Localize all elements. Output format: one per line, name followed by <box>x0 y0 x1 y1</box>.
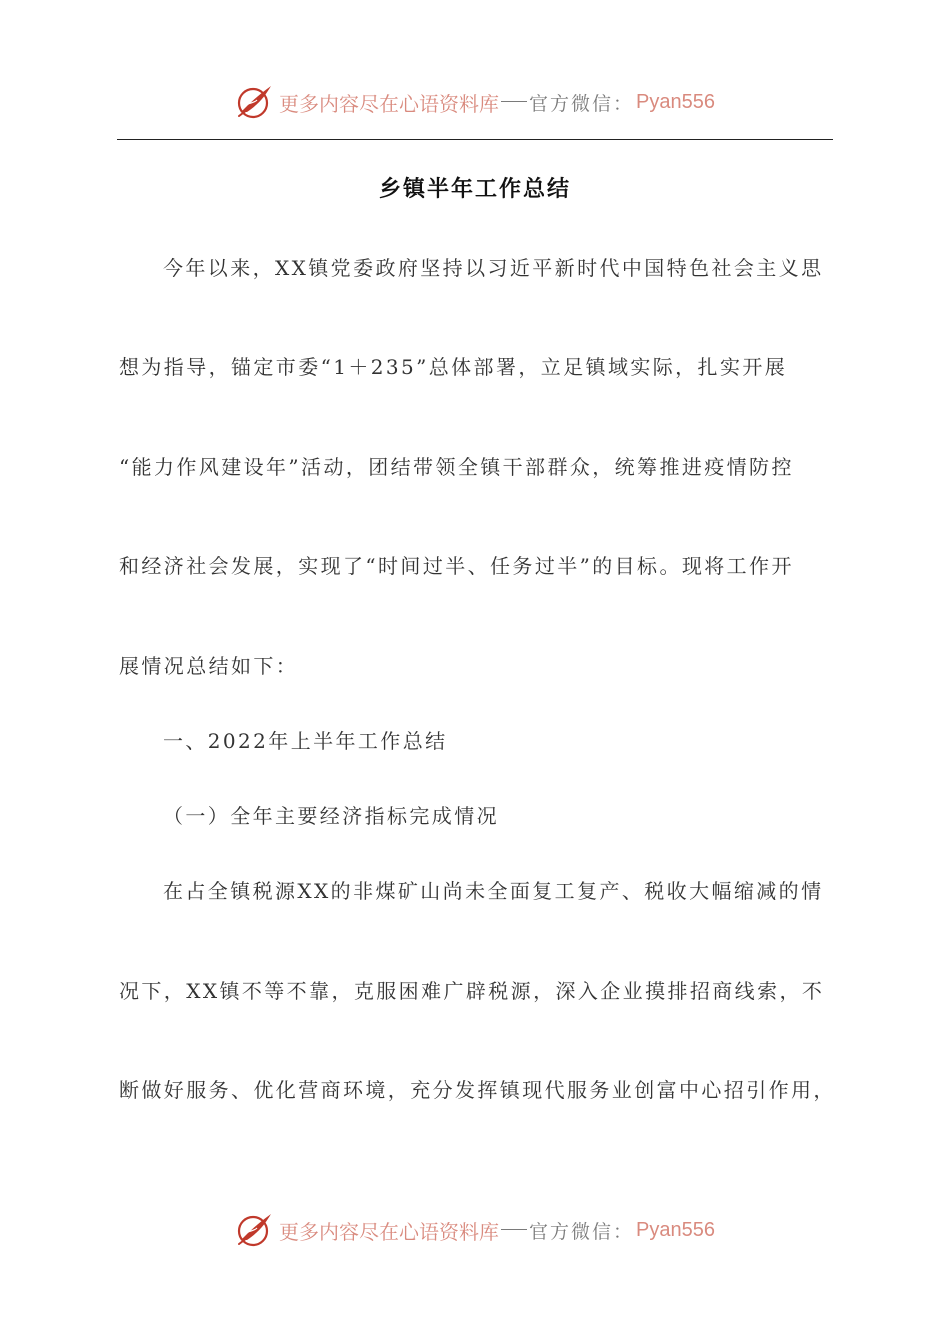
section-heading: 一、2022年上半年工作总结 <box>163 729 448 753</box>
body-line: 况下，XX镇不等不靠，克服困难广辟税源，深入企业摸排招商线索，不 <box>119 979 825 1003</box>
quill-seal-icon <box>235 82 275 122</box>
header-watermark <box>0 80 950 124</box>
watermark-wechat-id: Pyan556 <box>636 1218 715 1241</box>
body-line: 今年以来，XX镇党委政府坚持以习近平新时代中国特色社会主义思 <box>163 256 824 280</box>
quill-seal-icon <box>235 1210 275 1250</box>
header-rule <box>117 139 833 140</box>
watermark-dash <box>501 1229 527 1230</box>
body-line: 和经济社会发展，实现了“时间过半、任务过半”的目标。现将工作开 <box>119 554 794 578</box>
body-line: “能力作风建设年”活动，团结带领全镇干部群众，统筹推进疫情防控 <box>119 455 794 479</box>
subsection-heading: （一）全年主要经济指标完成情况 <box>163 804 499 828</box>
body-line: 展情况总结如下： <box>119 654 299 678</box>
footer-watermark <box>0 1208 950 1252</box>
watermark-site-text: 更多内容尽在心语资料库 <box>279 1219 499 1244</box>
watermark-dash <box>501 101 527 102</box>
body-line: 在占全镇税源XX的非煤矿山尚未全面复工复产、税收大幅缩减的情 <box>163 879 824 903</box>
watermark-wechat-label: 官方微信： <box>529 92 635 115</box>
document-title: 乡镇半年工作总结 <box>378 177 571 202</box>
body-line: 断做好服务、优化营商环境，充分发挥镇现代服务业创富中心招引作用， <box>119 1078 836 1102</box>
watermark-wechat-label: 官方微信： <box>529 1220 635 1243</box>
watermark-site-text: 更多内容尽在心语资料库 <box>279 91 499 116</box>
watermark-wechat-id: Pyan556 <box>636 90 715 113</box>
body-line: 想为指导，锚定市委“1＋235”总体部署，立足镇域实际，扎实开展 <box>119 355 788 379</box>
